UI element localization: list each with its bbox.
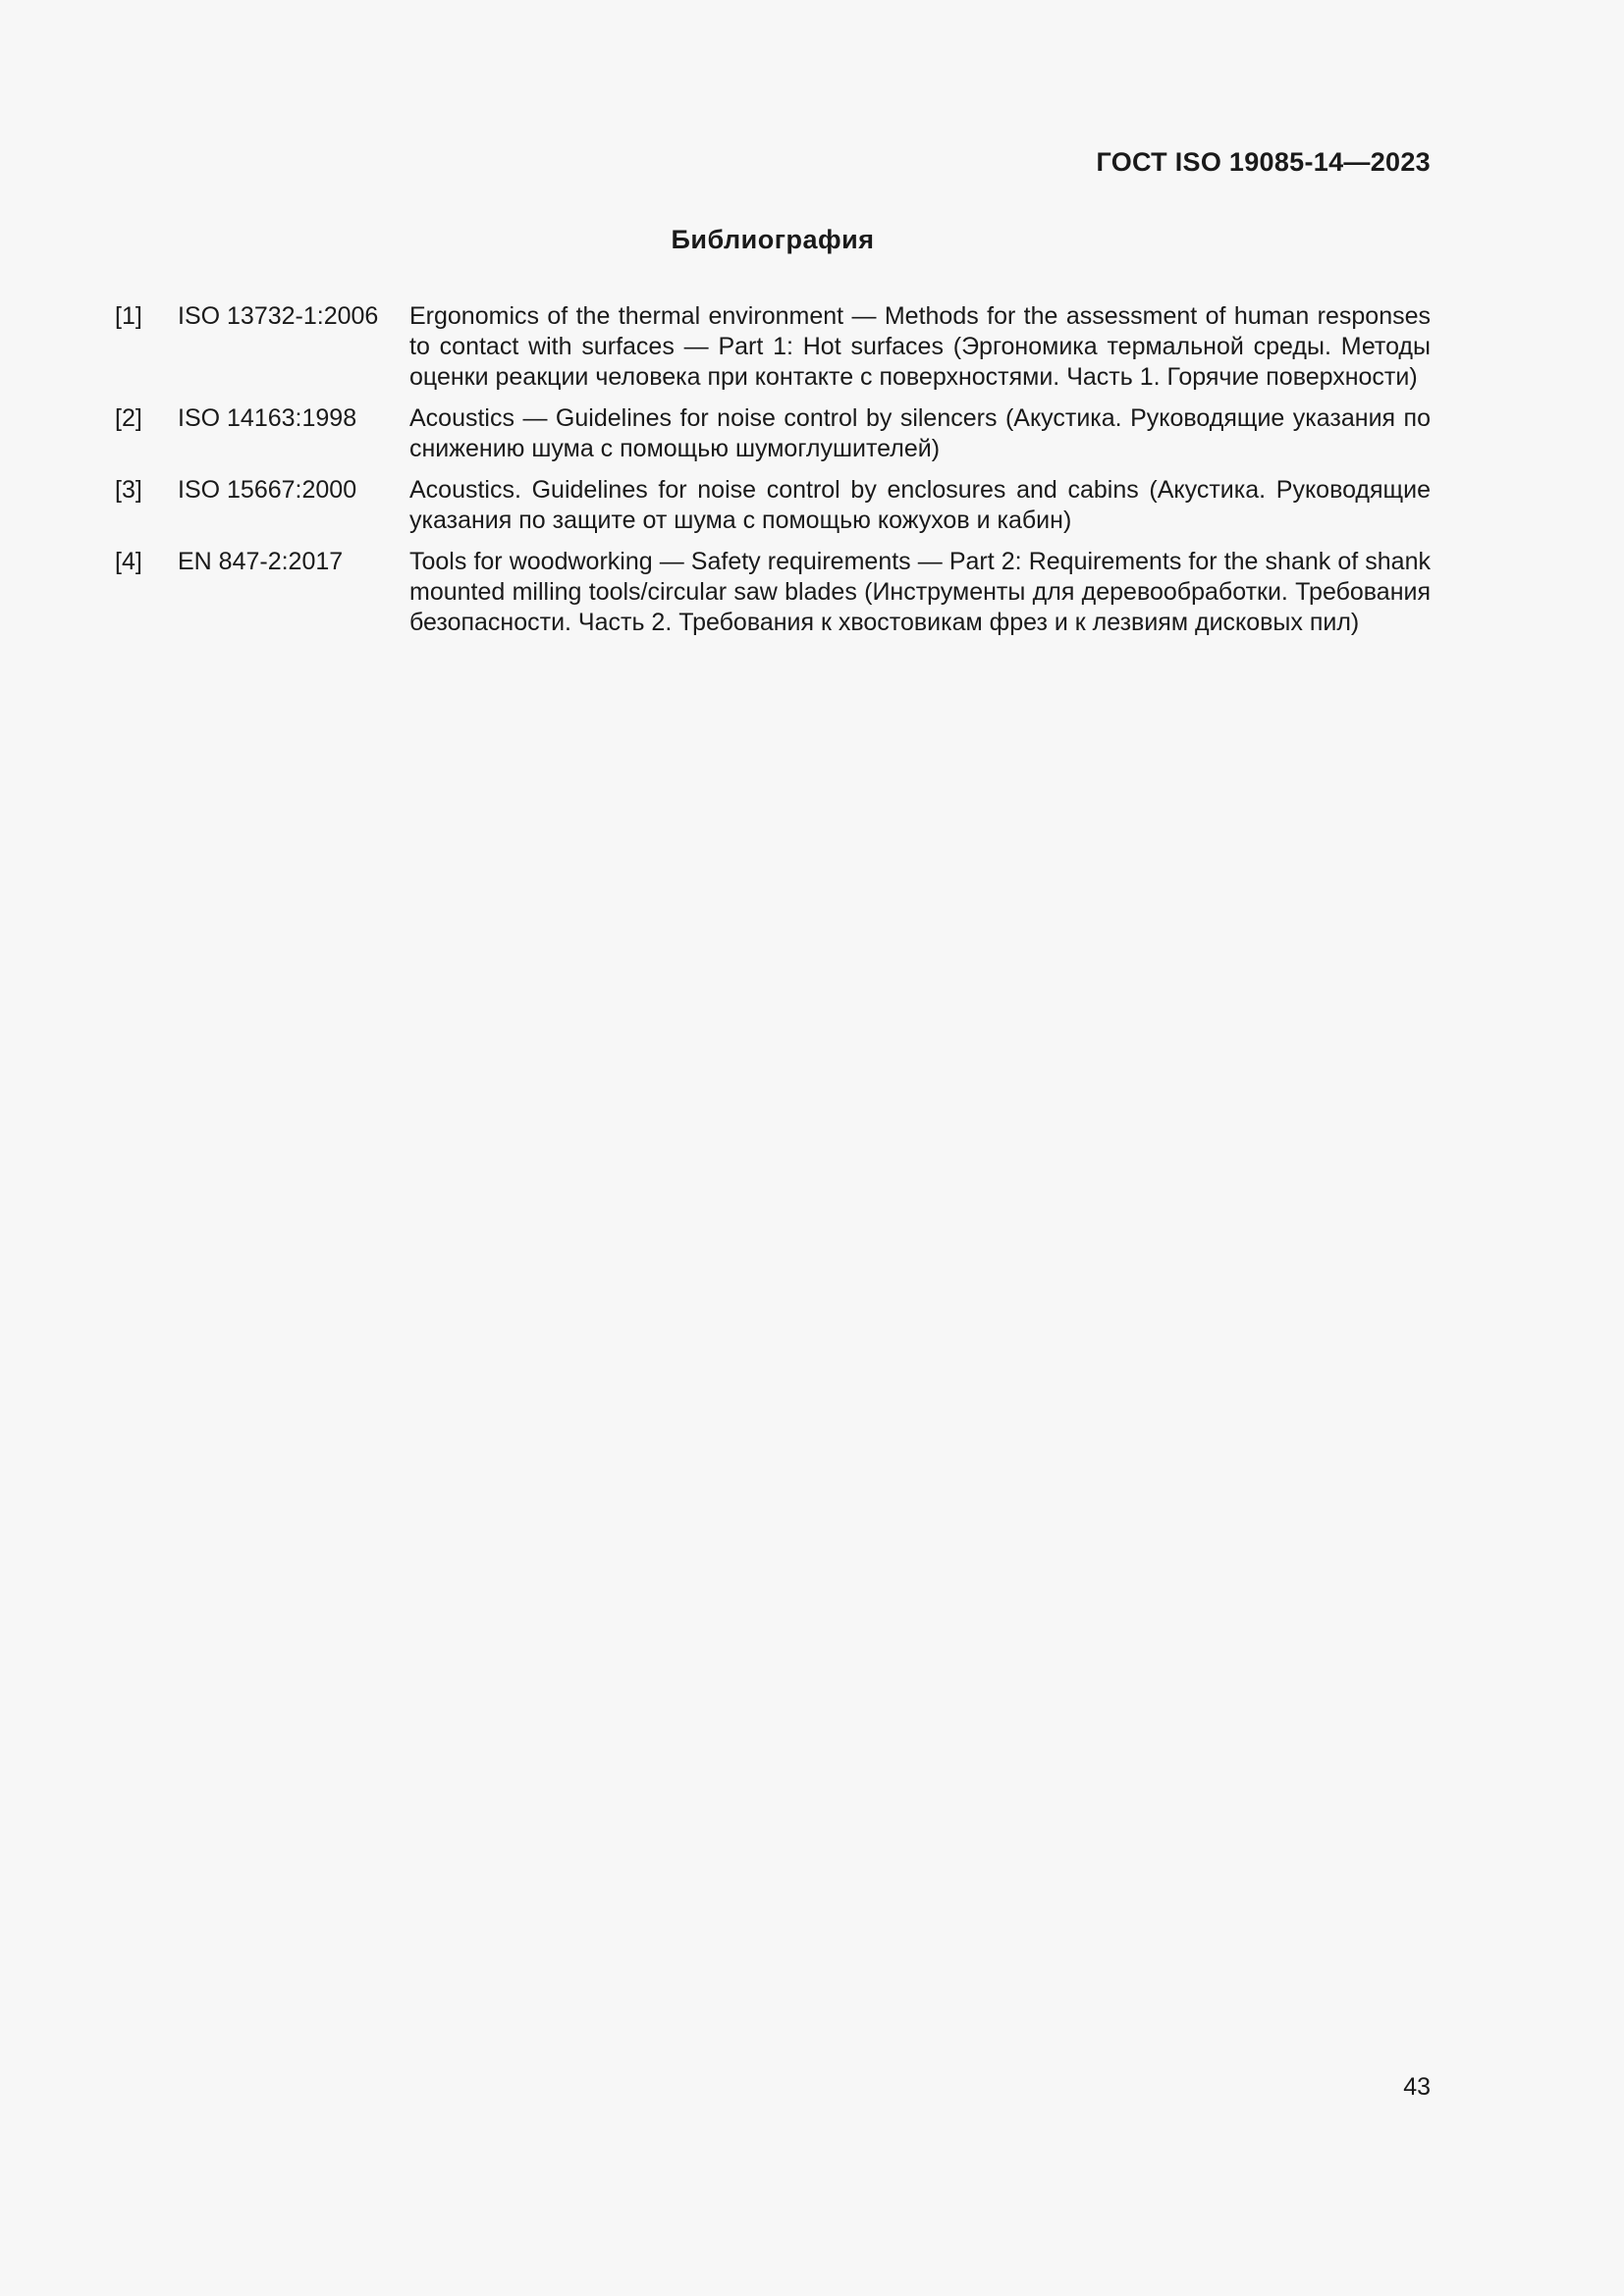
reference-code: ISO 15667:2000 — [178, 476, 357, 504]
reference-number: [2] — [115, 404, 142, 432]
bibliography-list — [115, 301, 1431, 649]
reference-number: [1] — [115, 302, 142, 330]
reference-text: Acoustics — Guidelines for noise control by silencers (Акустика. Руководящие указания по снижению шума с помощью шумоглушителей) — [409, 404, 1431, 462]
reference-code: EN 847-2:2017 — [178, 548, 344, 575]
bibliography-entry — [115, 301, 1431, 393]
reference-text: Ergonomics of the thermal environment — Methods for the assessment of human responses to contact with surfaces — Part 1: Hot surfaces (Эргономика термальной среды. Методы оценки реакции человека при контакте с поверхностями. Часть 1. Горячие поверхности) — [409, 302, 1431, 391]
bibliography-entry — [115, 547, 1431, 638]
reference-text: Acoustics. Guidelines for noise control by enclosures and cabins (Акустика. Руководящие указания по защите от шума с помощью кожухов и кабин) — [409, 476, 1431, 534]
reference-number: [3] — [115, 476, 142, 504]
section-title: Библиография — [671, 225, 875, 254]
bibliography-entry — [115, 475, 1431, 536]
page-number: 43 — [1403, 2073, 1431, 2101]
bibliography-entry — [115, 403, 1431, 464]
reference-number: [4] — [115, 548, 142, 575]
reference-code: ISO 13732-1:2006 — [178, 302, 379, 330]
document-header: ГОСТ ISO 19085-14—2023 — [1096, 147, 1431, 177]
reference-code: ISO 14163:1998 — [178, 404, 357, 432]
reference-text: Tools for woodworking — Safety requirements — Part 2: Requirements for the shank of shank mounted milling tools/circular saw blades (Инструменты для деревообработки. Требования безопасности. Часть 2. Требования к хвостовикам фрез и к лезвиям дисковых пил) — [409, 548, 1431, 636]
